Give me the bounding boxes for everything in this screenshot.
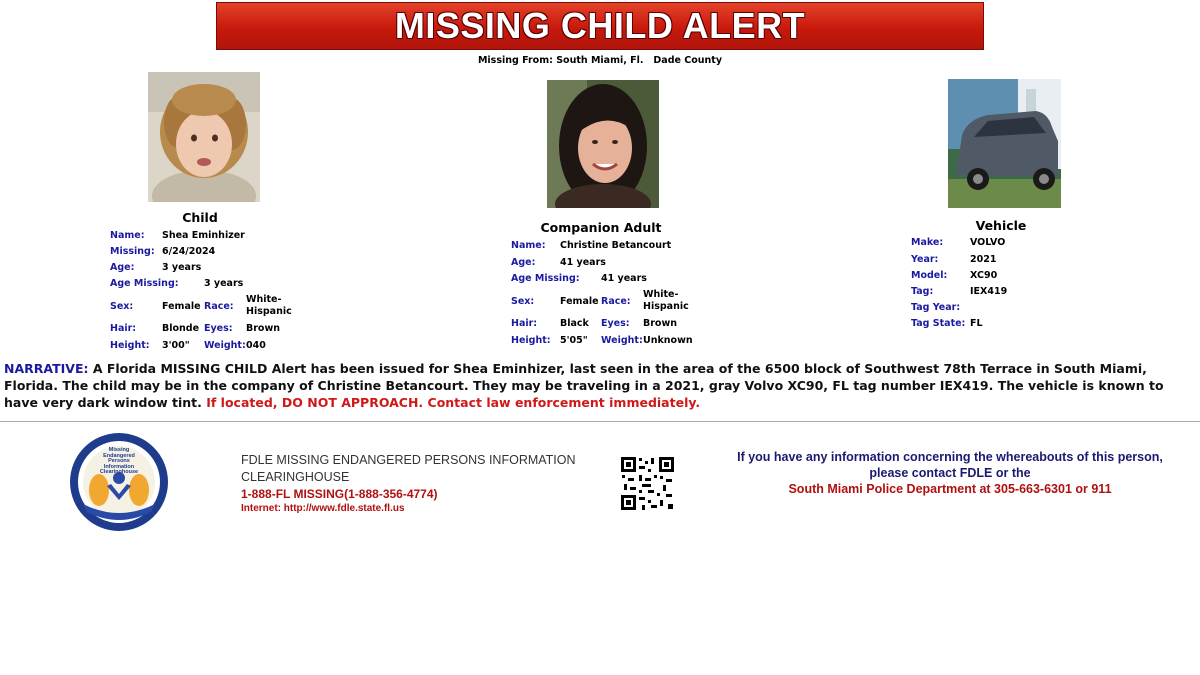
contact-line1: If you have any information concerning the whereabouts of this person, xyxy=(737,450,1163,464)
companion-age-missing-label: Age Missing: xyxy=(511,273,580,284)
vehicle-make-value: VOLVO xyxy=(970,237,1006,248)
child-weight-value: 040 xyxy=(246,340,266,351)
companion-name-value: Christine Betancourt xyxy=(560,240,672,251)
vehicle-tag-state-value: FL xyxy=(970,318,983,329)
section-divider xyxy=(0,421,1200,422)
narrative-label: NARRATIVE: xyxy=(4,361,89,376)
child-eyes-value: Brown xyxy=(246,323,280,334)
child-age-label: Age: xyxy=(110,262,135,273)
logo-text-3: Persons xyxy=(108,458,130,464)
companion-weight-value: Unknown xyxy=(643,335,693,346)
companion-age-missing-value: 41 years xyxy=(601,273,647,284)
logo-text-2: Endangered xyxy=(103,452,135,459)
child-race-value: White-Hispanic xyxy=(246,294,292,317)
companion-race-value: White-Hispanic xyxy=(643,289,689,312)
fdle-clearinghouse-logo xyxy=(69,432,169,532)
child-sex-value: Female xyxy=(162,301,201,312)
vehicle-year-value: 2021 xyxy=(970,254,997,265)
contact-line2: please contact FDLE or the xyxy=(869,466,1031,480)
child-photo xyxy=(148,72,260,202)
child-age-missing-label: Age Missing: xyxy=(110,278,179,289)
child-age-value: 3 years xyxy=(162,262,202,273)
vehicle-model-label: Model: xyxy=(911,270,948,281)
child-name-label: Name: xyxy=(110,230,145,241)
vehicle-year-label: Year: xyxy=(911,254,939,265)
companion-sex-label: Sex: xyxy=(511,296,535,307)
child-age-missing-value: 3 years xyxy=(204,278,244,289)
child-name-value: Shea Eminhizer xyxy=(162,230,245,241)
child-hair-value: Blonde xyxy=(162,323,200,334)
companion-height-label: Height: xyxy=(511,335,551,346)
vehicle-photo xyxy=(948,79,1061,208)
companion-height-value: 5'05" xyxy=(560,335,588,346)
companion-weight-label: Weight: xyxy=(601,335,643,346)
alert-title: MISSING CHILD ALERT xyxy=(394,5,806,46)
vehicle-tag-value: IEX419 xyxy=(970,286,1008,297)
qr-code-icon xyxy=(620,456,675,511)
companion-name-label: Name: xyxy=(511,240,546,251)
fdle-org-line2: CLEARINGHOUSE xyxy=(241,470,350,484)
companion-age-value: 41 years xyxy=(560,257,606,268)
companion-heading: Companion Adult xyxy=(540,220,662,235)
child-eyes-label: Eyes: xyxy=(204,323,233,334)
narrative-warning: If located, DO NOT APPROACH. Contact law enforcement immediately. xyxy=(206,395,701,410)
contact-line3: South Miami Police Department at 305-663-6301 or 911 xyxy=(788,482,1112,496)
logo-text-1: Missing xyxy=(108,447,130,453)
companion-sex-value: Female xyxy=(560,296,599,307)
missing-from-location: Missing From: South Miami, Fl. Dade County xyxy=(477,55,723,66)
child-missing-label: Missing: xyxy=(110,246,155,257)
logo-text-5: Clearinghouse xyxy=(99,469,139,475)
vehicle-tag-label: Tag: xyxy=(911,286,934,297)
narrative-text: A Florida MISSING CHILD Alert has been issued for Shea Eminhizer, last seen in the area of the 6500 block of Southwest 78th Terrace in South Miami, Florida. The child may be in the company of Christine Betancourt. They may be traveling in a 2021, gray Volvo XC90, FL tag number IEX419. The vehicle is known to have very dark window tint. xyxy=(4,361,1164,410)
companion-age-label: Age: xyxy=(511,257,536,268)
vehicle-make-label: Make: xyxy=(911,237,944,248)
child-hair-label: Hair: xyxy=(110,323,137,334)
companion-photo xyxy=(547,80,659,208)
child-height-label: Height: xyxy=(110,340,150,351)
fdle-internet-link[interactable]: Internet: http://www.fdle.state.fl.us xyxy=(241,503,405,514)
fdle-phone[interactable]: 1-888-FL MISSING(1-888-356-4774) xyxy=(241,487,438,501)
alert-banner xyxy=(216,2,984,50)
companion-hair-value: Black xyxy=(560,318,589,329)
companion-eyes-label: Eyes: xyxy=(601,318,630,329)
child-sex-label: Sex: xyxy=(110,301,134,312)
logo-text-4: Information xyxy=(103,463,135,470)
vehicle-heading: Vehicle xyxy=(975,218,1027,233)
narrative xyxy=(4,360,1196,411)
child-weight-label: Weight: xyxy=(204,340,246,351)
companion-eyes-value: Brown xyxy=(643,318,677,329)
child-height-value: 3'00" xyxy=(162,340,190,351)
child-heading: Child xyxy=(182,210,218,225)
fdle-org-line1: FDLE MISSING ENDANGERED PERSONS INFORMATION xyxy=(241,453,576,467)
child-missing-value: 6/24/2024 xyxy=(162,246,216,257)
companion-hair-label: Hair: xyxy=(511,318,538,329)
vehicle-model-value: XC90 xyxy=(970,270,998,281)
vehicle-tag-year-label: Tag Year: xyxy=(911,302,961,313)
companion-race-label: Race: xyxy=(601,296,631,307)
vehicle-tag-state-label: Tag State: xyxy=(911,318,966,329)
child-race-label: Race: xyxy=(204,301,234,312)
